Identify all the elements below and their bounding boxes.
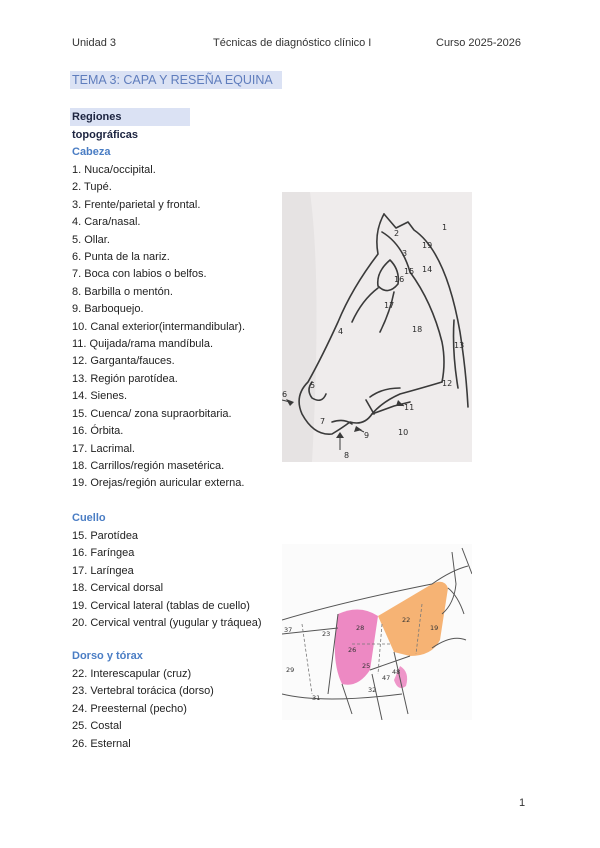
- section-subtitle: Regiones topográficas: [70, 108, 190, 126]
- region-label: 9: [364, 431, 370, 440]
- region-label: 25: [362, 662, 371, 670]
- list-item: 17. Laríngea: [72, 564, 134, 577]
- region-label: 13: [454, 341, 465, 350]
- region-label: 2: [394, 229, 400, 238]
- list-item: 12. Garganta/fauces.: [72, 355, 175, 368]
- region-label: 17: [384, 301, 395, 310]
- list-item: 18. Carrillos/región masetérica.: [72, 459, 225, 472]
- list-item: 24. Preesternal (pecho): [72, 702, 187, 715]
- region-label: 22: [402, 616, 411, 624]
- region-label: 5: [310, 381, 316, 390]
- list-item: 20. Cervical ventral (yugular y tráquea): [72, 617, 262, 630]
- region-label: 16: [394, 275, 405, 284]
- list-item: 7. Boca con labios o belfos.: [72, 268, 207, 281]
- list-item: 16. Órbita.: [72, 425, 124, 438]
- list-cabeza: [72, 162, 245, 493]
- section-heading-dorso-torax: Dorso y tórax: [72, 650, 143, 662]
- page-title: TEMA 3: CAPA Y RESEÑA EQUINA: [70, 71, 282, 89]
- region-label: 8: [344, 451, 350, 460]
- section-heading-cuello: Cuello: [72, 512, 106, 524]
- region-label: 26: [348, 646, 357, 654]
- horse-body-drawing: [282, 544, 472, 720]
- list-item: 16. Faríngea: [72, 547, 135, 560]
- list-item: 13. Región parotídea.: [72, 372, 178, 385]
- list-item: 15. Parotídea: [72, 530, 139, 542]
- region-label: 1: [442, 223, 448, 232]
- list-item: 9. Barboquejo.: [72, 303, 144, 316]
- list-cuello: [72, 528, 262, 632]
- region-label: 15: [404, 267, 415, 276]
- region-label: 23: [322, 630, 331, 638]
- list-item: 19. Orejas/región auricular externa.: [72, 477, 245, 490]
- list-item: 11. Quijada/rama mandíbula.: [72, 338, 214, 351]
- header-course: Curso 2025-2026: [436, 37, 522, 49]
- list-item: 10. Canal exterior(intermandibular).: [72, 320, 246, 333]
- header-subject: Técnicas de diagnóstico clínico I: [213, 37, 372, 49]
- region-label: 4: [338, 327, 344, 336]
- list-item: 6. Punta de la nariz.: [72, 251, 170, 264]
- region-label: 31: [312, 694, 321, 702]
- list-item: 8. Barbilla o mentón.: [72, 285, 173, 298]
- list-item: 2. Tupé.: [72, 181, 112, 194]
- list-item: 18. Cervical dorsal: [72, 582, 164, 595]
- region-label: 28: [356, 624, 365, 632]
- region-label: 10: [398, 428, 409, 437]
- region-label: 12: [442, 379, 453, 388]
- region-label: 7: [320, 417, 326, 426]
- list-item: 26. Esternal: [72, 737, 131, 750]
- list-item: 23. Vertebral torácica (dorso): [72, 685, 214, 698]
- section-heading-cabeza: Cabeza: [72, 146, 111, 158]
- region-label: 19: [422, 241, 433, 250]
- region-label: 11: [404, 403, 415, 412]
- list-item: 25. Costal: [72, 720, 122, 733]
- region-label: 19: [430, 624, 439, 632]
- region-label: 6: [282, 390, 288, 399]
- horse-body-regions-figure: [282, 544, 472, 720]
- list-item: 22. Interescapular (cruz): [72, 668, 192, 680]
- list-item: 4. Cara/nasal.: [72, 216, 141, 229]
- region-label: 14: [422, 265, 433, 274]
- region-label: 29: [286, 666, 295, 674]
- list-item: 5. Ollar.: [72, 233, 110, 246]
- list-item: 1. Nuca/occipital.: [72, 164, 156, 176]
- horse-head-regions-figure: [282, 192, 472, 462]
- region-label: 3: [402, 249, 408, 258]
- list-item: 15. Cuenca/ zona supraorbitaria.: [72, 407, 232, 420]
- header-unit: Unidad 3: [72, 37, 117, 49]
- horse-head-drawing: [282, 192, 472, 462]
- region-label: 47: [382, 674, 391, 682]
- list-dorso-torax: [72, 666, 214, 753]
- list-item: 19. Cervical lateral (tablas de cuello): [72, 599, 250, 612]
- region-label: 37: [284, 626, 293, 634]
- list-item: 3. Frente/parietal y frontal.: [72, 198, 201, 211]
- region-label: 32: [368, 686, 377, 694]
- list-item: 17. Lacrimal.: [72, 442, 135, 455]
- page-number: 1: [519, 797, 526, 809]
- region-label: 18: [412, 325, 423, 334]
- region-label: 48: [392, 668, 401, 676]
- list-item: 14. Sienes.: [72, 390, 128, 403]
